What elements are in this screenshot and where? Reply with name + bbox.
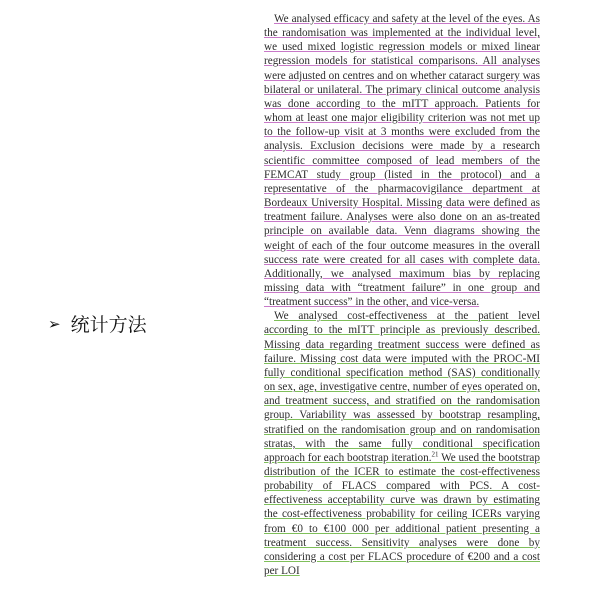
reference-superscript: 21 xyxy=(431,450,439,459)
paragraph-cost-effectiveness xyxy=(264,309,540,578)
arrow-bullet-icon: ➢ xyxy=(48,314,61,333)
paragraph-text-part-2: We used the bootstrap distribution of the ICER to estimate the cost-effectiveness probability of FLACS compared with PCS. A cost-effectiveness acceptability curve was drawn by estimating the cost-effectiveness probability for ceiling ICERs varying from €0 to €100 000 per additional patient presenting a treatment success. Sensitivity analyses were done by considering a cost per FLACS procedure of €200 and a cost per LOI xyxy=(264,451,540,578)
paragraph-efficacy-analysis: We analysed efficacy and safety at the level of the eyes. As the randomisation was implemented at the individual level, we used mixed logistic regression models or mixed linear regression models for statistical comparisons. All analyses were adjusted on centres and on whether cataract surgery was bilateral or unilateral. The primary clinical outcome analysis was done according to the mITT approach. Patients for whom at least one major eligibility criterion was not met up to the follow-up visit at 3 months were excluded from the analysis. Exclusion decisions were made by a research scientific committee composed of lead members of the FEMCAT study group (listed in the protocol) and a representative of the pharmacovigilance department at Bordeaux University Hospital. Missing data were defined as treatment failure. Analyses were also done on an as-treated principle on available data. Venn diagrams showing the weight of each of the four outcome measures in the overall success rate were created for all cases with complete data. Additionally, we analysed maximum bias by replacing missing data with “treatment failure” in one group and “treatment success” in the other, and vice-versa. xyxy=(264,13,540,309)
paragraph-text-part-1: We analysed cost-effectiveness at the patient level according to the mITT principle as previously described. Missing data regarding treatment success were defined as failure. Missing cost data were imputed with the PROC-MI fully conditional specification method (SAS) conditionally on sex, age, investigative centre, number of eyes operated on, and treatment success, and stratified on the randomisation group. Variability was assessed by bootstrap resampling, stratified on the randomisation group and on randomisation stratas, with the same fully conditional specification approach for each bootstrap iteration. xyxy=(264,310,540,464)
slide-bullet xyxy=(48,310,147,337)
bullet-heading: 统计方法 xyxy=(70,314,147,336)
document-excerpt xyxy=(264,12,540,578)
